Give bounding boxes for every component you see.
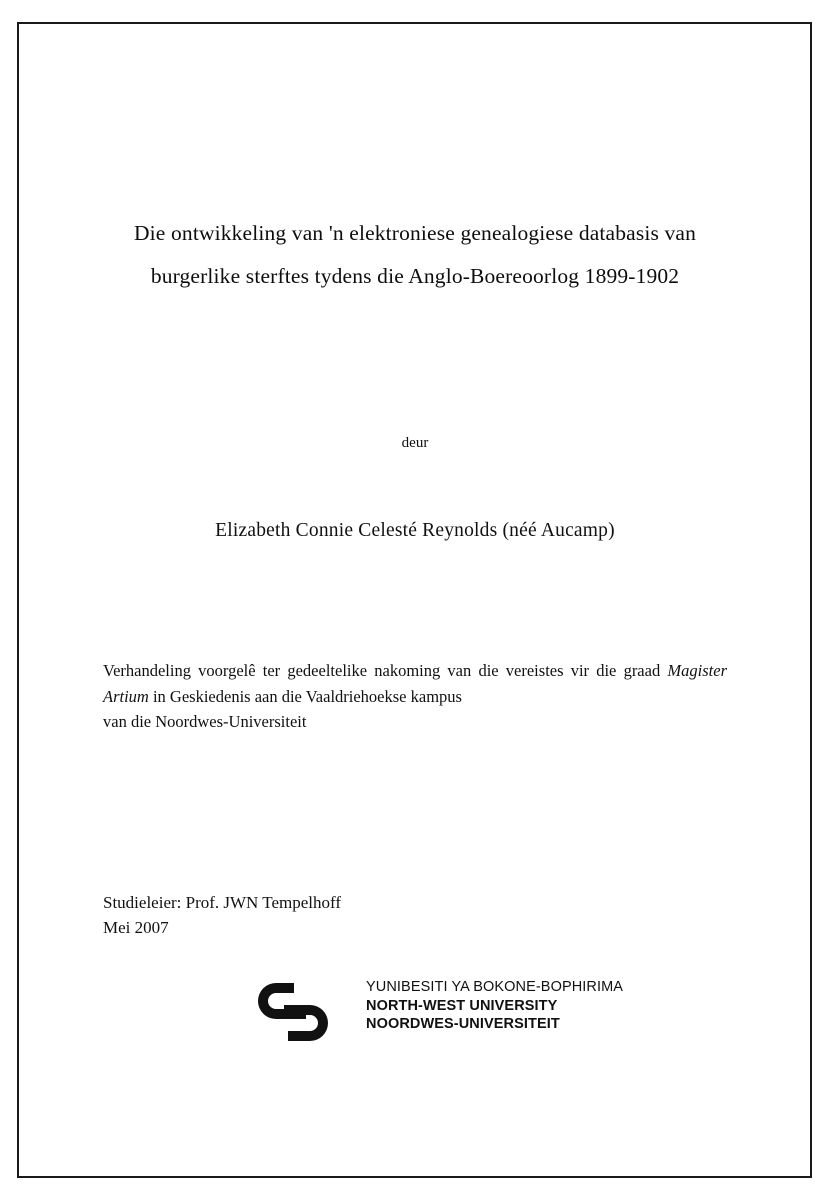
statement-emphasis: Magister Artium [103, 661, 727, 706]
logo-line-1: YUNIBESITI YA BOKONE-BOPHIRIMA [366, 979, 624, 995]
page-title [100, 212, 730, 298]
statement-part-1: Verhandeling voorgelê ter gedeeltelike nakoming van die vereistes vir die graad [103, 661, 668, 680]
statement-part-2: in Geskiedenis aan die Vaaldriehoekse kampus [148, 686, 462, 706]
by-label: deur [401, 435, 429, 451]
author-name: Elizabeth Connie Celesté Reynolds (néé Aucamp) [215, 520, 615, 541]
degree-statement [103, 658, 727, 735]
logo-line-3: NOORDWES-UNIVERSITEIT [366, 1016, 560, 1032]
supervisor-block [103, 890, 603, 940]
logo-line-2: NORTH-WEST UNIVERSITY [366, 997, 558, 1014]
logo-text [366, 978, 623, 1034]
north-west-university-logo-icon [258, 979, 366, 1045]
title-line-2: burgerlike sterftes tydens die Anglo-Boereoorlog 1899-1902 [150, 264, 680, 288]
title-page-content [100, 60, 730, 1140]
title-line-1: Die ontwikkeling van 'n elektroniese genealogiese databasis van [134, 221, 696, 245]
date-line: Mei 2007 [103, 918, 169, 937]
university-logo [250, 975, 670, 1055]
supervisor-line: Studieleier: Prof. JWN Tempelhoff [103, 893, 342, 912]
statement-part-3: van die Noordwes-Universiteit [103, 712, 307, 731]
